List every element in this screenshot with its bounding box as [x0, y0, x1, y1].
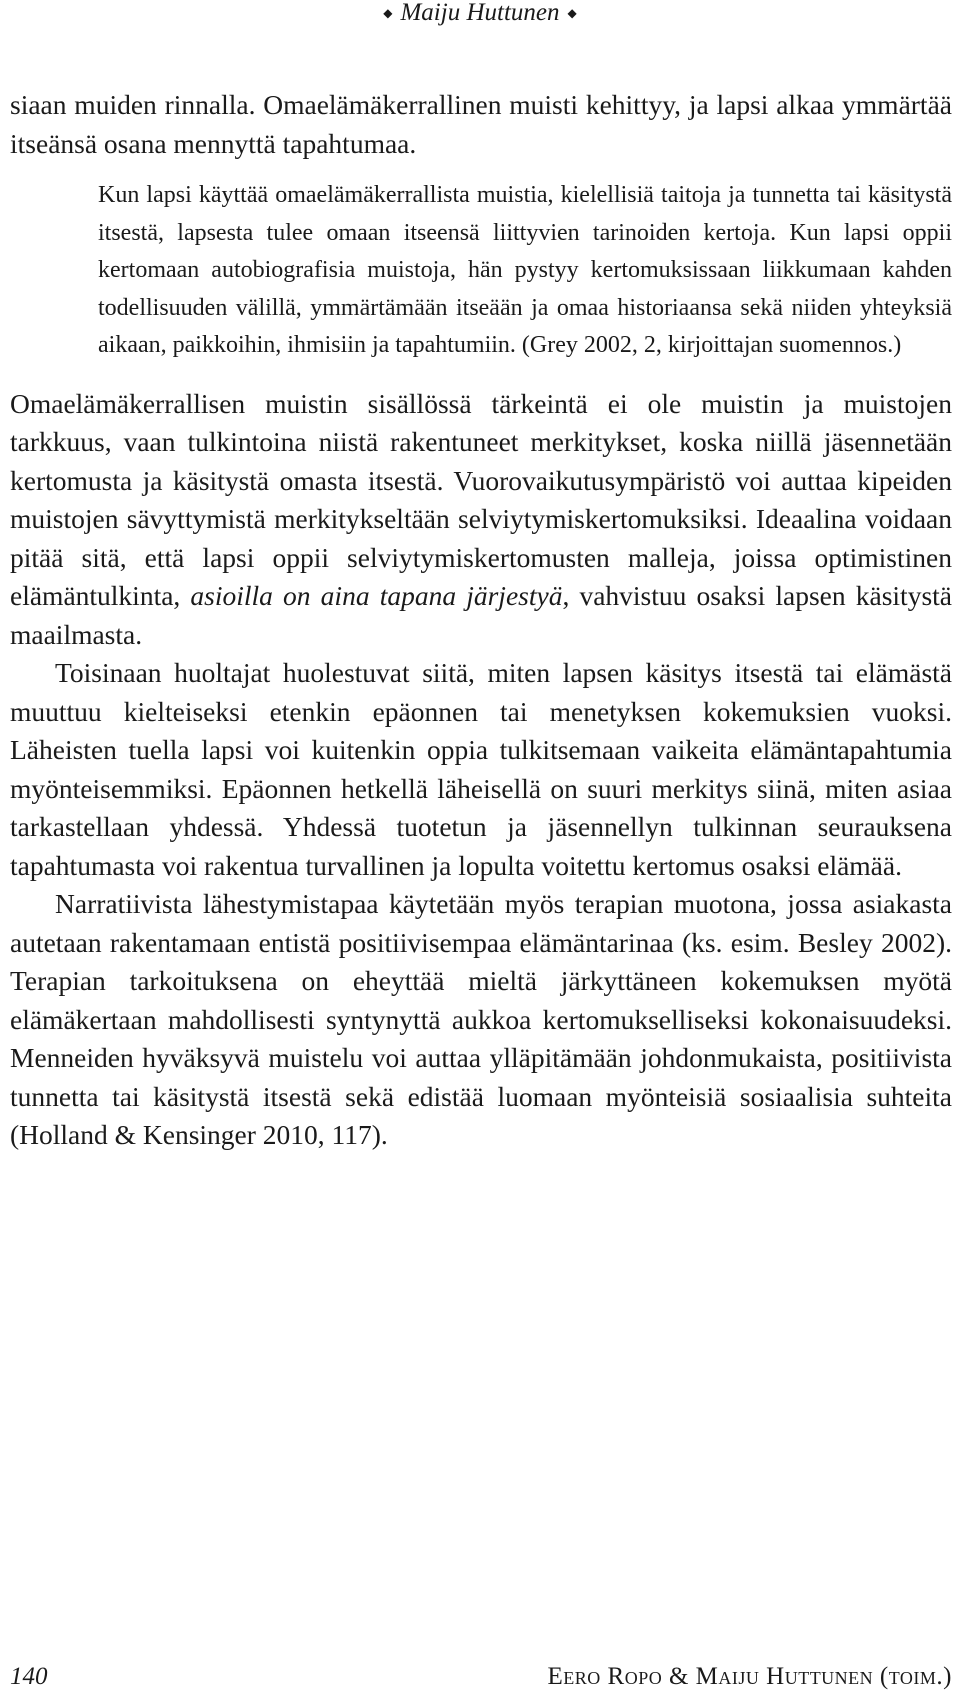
block-quote [98, 177, 952, 365]
paragraph: Narratiivista lähestymistapaa käytetään myös terapian muotona, jossa asiakasta autetaan rakentamaan entistä positiivisempaa elämäntarinaa (ks. esim. Besley 2002). Terapian tarkoituksena on eheyttää mieltä järkyttäneen kokemuksen myötä elämäkertaan mahdollisesti syntynyttä aukkoa kertomukselliseksi kokonaisuudeksi. Menneiden hyväksyvä muistelu voi auttaa ylläpitämään johdonmukaista, positiivista tunnetta tai käsitystä itsestä sekä edistää luomaan myönteisiä sosiaalisia suhteita (Holland & Kensinger 2010, 117). [10, 888, 952, 1150]
paragraph-text: Omaelämäkerrallisen muistin sisällössä tärkeintä ei ole muistin ja muistojen tarkkuus, vaan tulkintoina niistä rakentuneet merkitykset, koska niillä jäsennetään kertomusta ja käsitystä omasta itsestä. Vuorovaikutusympäristö voi auttaa kipeiden muistojen sävyttymistä merkitykseltään selviytymiskertomuksiksi. Ideaalina voidaan pitää sitä, että lapsi oppii selviytymiskertomusten malleja, joissa optimistinen elämäntulkinta, [10, 387, 952, 611]
page-body [10, 86, 952, 1155]
paragraph [10, 385, 952, 655]
diamond-ornament-icon: ◆ [567, 6, 577, 20]
running-head [0, 0, 960, 26]
block-quote-text: Kun lapsi käyttää omaelämäkerrallista muistia, kielellisiä taitoja ja tunnetta tai käsitystä itsestä, lapsesta tulee omaan itseensä liittyvien tarinoiden kertoja. Kun lapsi oppii kertomaan autobiografisia muistoja, hän pystyy kertomuksissaan liikkumaan kahden todellisuuden välillä, ymmärtämään itseään ja omaa historiaansa sekä niiden yhteyksiä aikaan, paikkoihin, ihmisiin ja tapahtumiin. (Grey 2002, 2, kirjoittajan suomennos.) [98, 182, 952, 358]
footer-book-authors: Eero Ropo & Maiju Huttunen (toim.) [547, 1663, 952, 1690]
paragraph: Toisinaan huoltajat huolestuvat siitä, miten lapsen käsitys itsestä tai elämästä muuttuu kielteiseksi etenkin epäonnen tai menetyksen kokemuksien vuoksi. Läheisten tuella lapsi voi kuitenkin oppia tulkitsemaan vaikeita elämäntapahtumia myönteisemmiksi. Epäonnen hetkellä läheisellä on suuri merkitys siinä, miten asiaa tarkastellaan yhdessä. Yhdessä tuotetun ja jäsennellyn tulkinnan seurauksena tapahtumasta voi rakentua turvallinen ja lopulta voitettu kertomus osaksi elämää. [10, 657, 952, 881]
paragraph-text: , vahvistuu osaksi lapsen käsitystä maailmasta. [10, 580, 953, 650]
page-number: 140 [10, 1663, 48, 1690]
running-head-title: Maiju Huttunen [400, 0, 560, 26]
paragraph-continued: siaan muiden rinnalla. Omaelämäkerrallinen muisti kehittyy, ja lapsi alkaa ymmärtää itseänsä osana mennyttä tapahtumaa. [10, 89, 952, 159]
diamond-ornament-icon: ◆ [383, 6, 393, 20]
emphasized-phrase: asioilla on aina tapana järjestyä [190, 580, 563, 611]
